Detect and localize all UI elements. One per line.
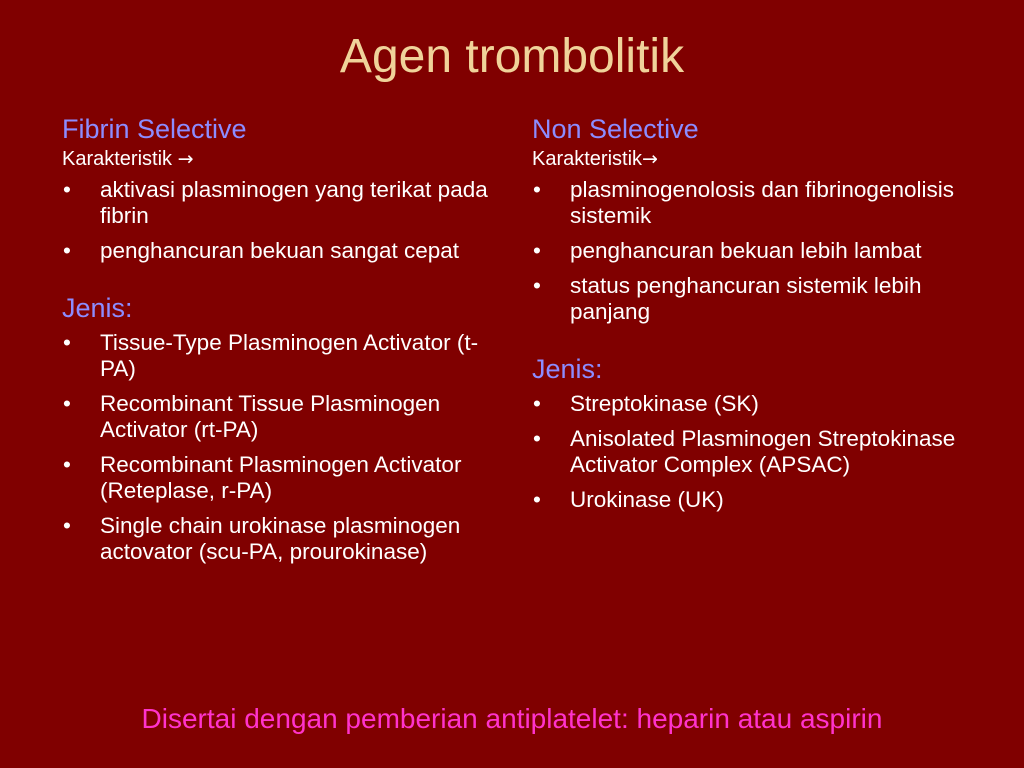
list-item: [62, 452, 502, 504]
bullet-icon: •: [533, 273, 541, 298]
list-item-text: status penghancuran sistemik lebih panjang: [570, 273, 922, 324]
list-item: [532, 177, 972, 229]
list-item: [532, 426, 972, 478]
list-item-text: plasminogenolosis dan fibrinogenolisis sistemik: [570, 177, 954, 228]
list-item: [62, 238, 502, 264]
list-item: [532, 273, 972, 325]
arrow-right-icon: →: [177, 148, 194, 170]
list-item-text: Tissue-Type Plasminogen Activator (t-PA): [100, 330, 479, 381]
bullet-icon: •: [63, 238, 71, 263]
bullet-icon: •: [533, 391, 541, 416]
slide-title: Agen trombolitik: [339, 30, 685, 83]
non-selective-characteristics-list: [532, 177, 972, 325]
list-item: [62, 513, 502, 565]
characteristic-label-text: Karakteristik: [532, 148, 643, 170]
list-item: [532, 487, 972, 513]
non-selective-heading: Non Selective: [532, 114, 699, 144]
bullet-icon: •: [63, 391, 71, 416]
characteristic-label: [62, 146, 502, 172]
bullet-icon: •: [63, 330, 71, 355]
bullet-icon: •: [533, 238, 541, 263]
non-selective-types-list: [532, 391, 972, 513]
list-item: [532, 238, 972, 264]
bullet-icon: •: [63, 177, 71, 202]
list-item: [532, 391, 972, 417]
list-item-text: Streptokinase (SK): [570, 391, 759, 416]
list-item-text: penghancuran bekuan lebih lambat: [570, 238, 922, 263]
bullet-icon: •: [63, 452, 71, 477]
list-item: [62, 391, 502, 443]
characteristic-label: [532, 146, 972, 172]
fibrin-types-list: [62, 330, 502, 565]
non-selective-types-heading: Jenis:: [532, 354, 603, 384]
list-item-text: Single chain urokinase plasminogen actovator (scu-PA, prourokinase): [100, 513, 461, 564]
bullet-icon: •: [533, 426, 541, 451]
bullet-icon: •: [533, 487, 541, 512]
slide-footer-note: Disertai dengan pemberian antiplatelet: heparin atau aspirin: [141, 703, 883, 734]
list-item-text: Urokinase (UK): [570, 487, 724, 512]
bullet-icon: •: [63, 513, 71, 538]
list-item-text: Recombinant Tissue Plasminogen Activator (rt-PA): [100, 391, 441, 442]
arrow-right-icon: →: [642, 148, 658, 170]
fibrin-selective-heading: Fibrin Selective: [62, 114, 247, 144]
fibrin-characteristics-list: [62, 177, 502, 264]
list-item: [62, 330, 502, 382]
fibrin-selective-column: [62, 112, 502, 565]
list-item: [62, 177, 502, 229]
non-selective-column: [532, 112, 972, 513]
fibrin-types-heading: Jenis:: [62, 293, 133, 323]
bullet-icon: •: [533, 177, 541, 202]
list-item-text: aktivasi plasminogen yang terikat pada fibrin: [100, 177, 488, 228]
list-item-text: penghancuran bekuan sangat cepat: [100, 238, 460, 263]
list-item-text: Recombinant Plasminogen Activator (Reteplase, r-PA): [100, 452, 462, 503]
list-item-text: Anisolated Plasminogen Streptokinase Activator Complex (APSAC): [570, 426, 956, 477]
characteristic-label-text: Karakteristik: [62, 148, 173, 170]
